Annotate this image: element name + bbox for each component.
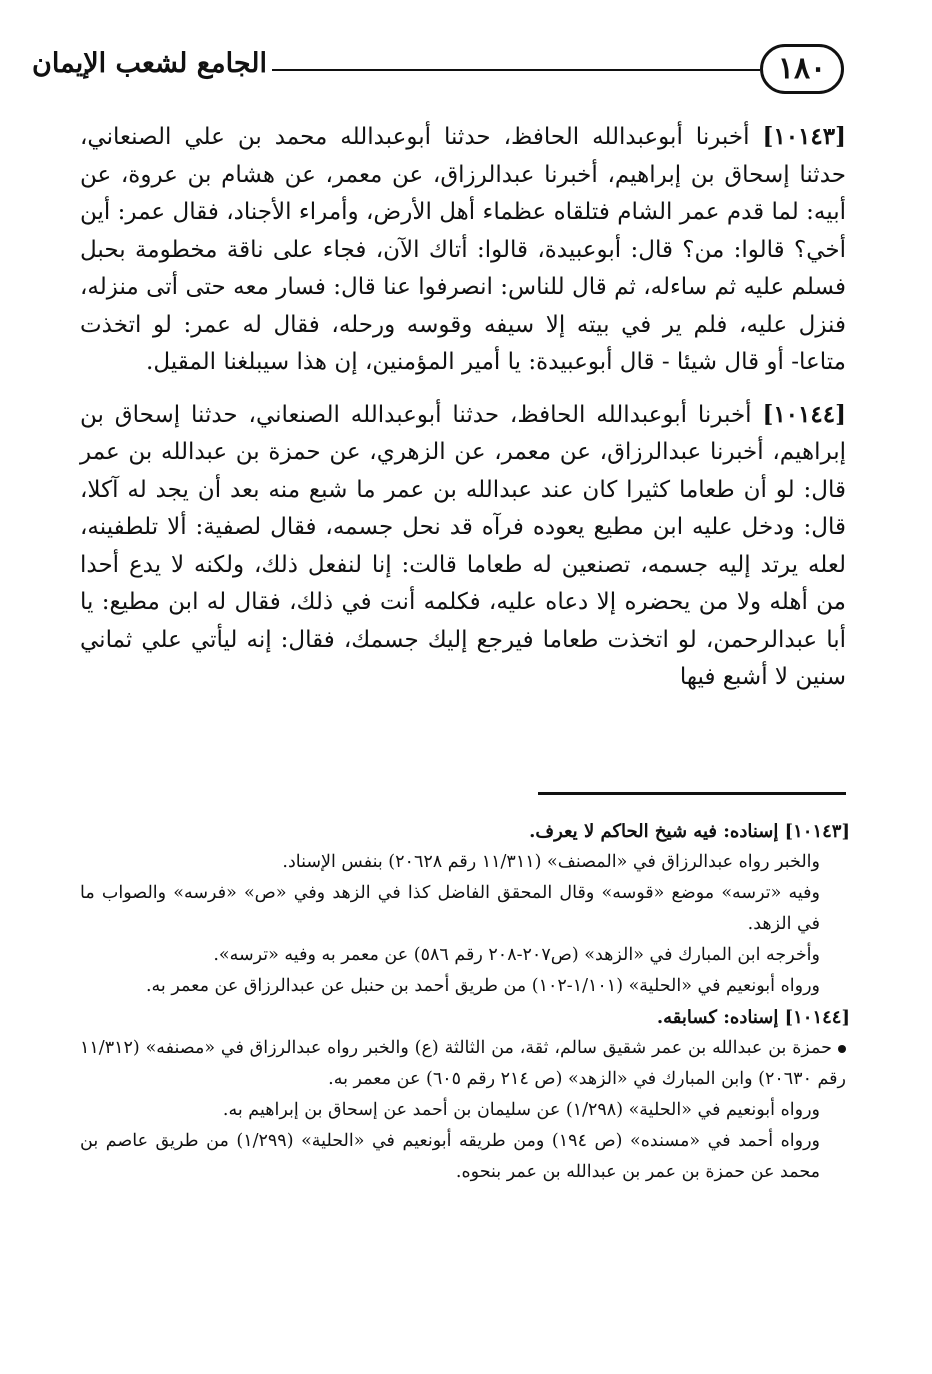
hadith-body: أخبرنا أبوعبدالله الحافظ، حدثنا أبوعبدالله الصنعاني، حدثنا إسحاق بن إبراهيم، أخبرنا عبدالرزاق، عن معمر، عن الزهري، عن حمزة بن عبدالله بن عمر قال: لو أن طعاما كثيرا كان عند عبدالله بن عمر ما شبع منه بعد أن يجد له آكلا، قال: ودخل عليه ابن مطيع يعوده فرآه قد نحل جسمه، فقال لصفية: ألا تلطفينه، لعله يرتد إليه جسمه، تصنعين له طعاما قالت: إنا لنفعل ذلك، ولكنه لا يدع أحدا من أهله ولا من يحضره إلا دعاه عليه، فكلمه أنت في ذلك، فقال له ابن مطيع: يا أبا عبدالرحمن، لو اتخذت طعاما فيرجع إليك جسمك، فقال: إنه ليأتي علي ثماني سنين لا أشبع فيها (80, 401, 846, 690)
footnote-heading: [١٠١٤٤] إسناده: كسابقه. (656, 1007, 850, 1028)
bullet-icon (838, 1045, 846, 1053)
hadith-10143 (80, 118, 846, 382)
footnote-line: والخبر رواه عبدالرزاق في «المصنف» (١١/٣١١ رقم ٢٠٦٢٨) بنفس الإسناد. (282, 852, 820, 872)
hadith-number: [١٠١٤٤] (762, 400, 846, 428)
main-text (80, 118, 846, 697)
footnote-bullet-line (80, 1033, 850, 1095)
hadith-number: [١٠١٤٣] (762, 123, 847, 150)
page-number: ١٨٠ (760, 44, 844, 94)
footnote-separator (538, 792, 846, 795)
page-header (32, 42, 844, 104)
footnote-line: ورواه أبونعيم في «الحلية» (١/١٠١-١٠٢) من طريق أحمد بن حنبل عن عبدالرزاق عن معمر به. (145, 976, 820, 996)
footnotes (80, 816, 850, 1188)
footnote-line: وأخرجه ابن المبارك في «الزهد» (ص٢٠٧-٢٠٨ رقم ٥٨٦) عن معمر به وفيه «ترسه». (213, 945, 820, 965)
footnote-line: ورواه أبونعيم في «الحلية» (١/٢٩٨) عن سليمان بن أحمد عن إسحاق بن إبراهيم به. (222, 1100, 820, 1120)
hadith-10144 (80, 396, 846, 697)
footnote-heading: [١٠١٤٣] إسناده: فيه شيخ الحاكم لا يعرف. (529, 821, 850, 842)
book-title: الجامع لشعب الإيمان (32, 48, 267, 79)
header-rule (272, 69, 760, 71)
footnote-line: ورواه أحمد في «مسنده» (ص ١٩٤) ومن طريقه أبونعيم في «الحلية» (١/٢٩٩) من طريق عاصم بن محمد عن حمزة بن عمر بن عبدالله بن عمر بنحوه. (80, 1131, 820, 1182)
footnote-line: وفيه «ترسه» موضع «قوسه» وقال المحقق الفاضل كذا في الزهد وفي «ص» «فرسه» والصواب ما في الزهد. (80, 883, 820, 934)
footnote-line-text: حمزة بن عبدالله بن عمر شقيق سالم، ثقة، من الثالثة (ع) والخبر رواه عبدالرزاق في «مصنفه» (١١/٣١٢ رقم ٢٠٦٣٠) وابن المبارك في «الزهد» (ص ٢١٤ رقم ٦٠٥) عن معمر به. (80, 1038, 846, 1089)
hadith-body: أخبرنا أبوعبدالله الحافظ، حدثنا أبوعبدالله محمد بن علي الصنعاني، حدثنا إسحاق بن إبراهيم، أخبرنا عبدالرزاق، عن معمر، عن هشام بن عروة، عن أبيه: لما قدم عمر الشام فتلقاه عظماء أهل الأرض، وأمراء الأجناد، فقال عمر: أين أخي؟ قالوا: من؟ قال: أبوعبيدة، قالوا: أتاك الآن، فجاء على ناقة مخطومة بحبل فسلم عليه ثم ساءله، ثم قال للناس: انصرفوا عنا قال: فسار معه حتى أتى منزله، فنزل عليه، فلم ير في بيته إلا سيفه وقوسه ورحله، فقال له عمر: لو اتخذت متاعا- أو قال شيئا - قال أبوعبيدة: يا أمير المؤمنين، إن هذا سيبلغنا المقيل. (80, 124, 846, 375)
